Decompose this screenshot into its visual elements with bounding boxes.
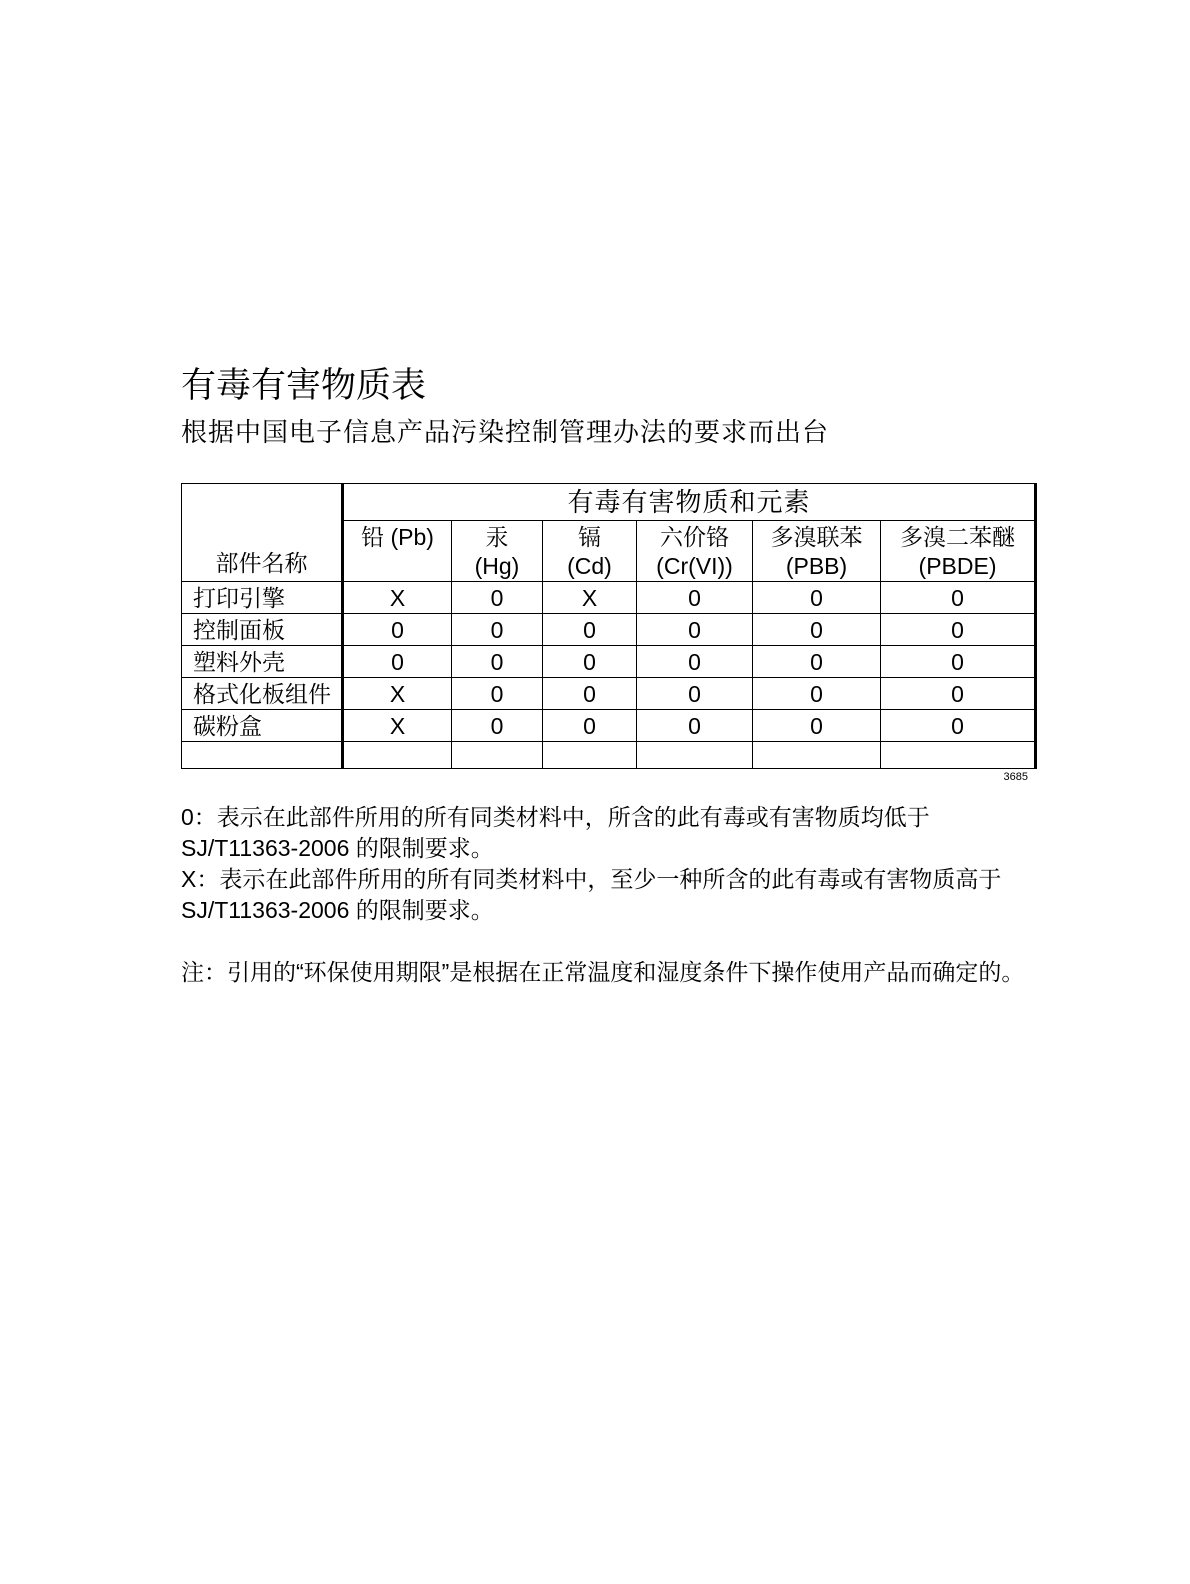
substance-value-cell: 0 [881, 710, 1036, 742]
table-row [182, 678, 1036, 710]
legend-x-line-1: X：表示在此部件所用的所有同类材料中，至少一种所含的此有毒或有害物质高于 [181, 866, 1002, 892]
substance-name: 多溴二苯醚 [900, 524, 1015, 550]
table-row [182, 614, 1036, 646]
substance-value-cell: 0 [452, 646, 543, 678]
table-row-empty [182, 742, 1036, 769]
substance-value-cell: 0 [881, 646, 1036, 678]
substance-symbol: (PBDE) [918, 553, 997, 579]
substance-value-cell: 0 [637, 614, 753, 646]
substance-name: 铅 (Pb) [361, 524, 434, 550]
substance-value-cell: 0 [543, 646, 637, 678]
substance-value-cell: 0 [452, 678, 543, 710]
substance-header-cr [637, 521, 753, 582]
part-name-cell: 控制面板 [182, 614, 343, 646]
substance-name: 多溴联苯 [770, 524, 863, 550]
part-name-cell: 塑料外壳 [182, 646, 343, 678]
empty-cell [452, 742, 543, 769]
substance-header-pbb [753, 521, 881, 582]
hazardous-substances-table [181, 483, 1037, 769]
part-name-cell: 打印引擎 [182, 582, 343, 614]
substance-value-cell: X [343, 678, 452, 710]
substance-name: 汞 [485, 524, 509, 550]
substance-header-pbde [881, 521, 1036, 582]
substance-value-cell: 0 [343, 614, 452, 646]
substance-value-cell: 0 [543, 614, 637, 646]
substance-header-cd [543, 521, 637, 582]
empty-cell [881, 742, 1036, 769]
substance-value-cell: 0 [753, 678, 881, 710]
substance-value-cell: 0 [452, 614, 543, 646]
part-name-header: 部件名称 [182, 484, 343, 582]
empty-cell [753, 742, 881, 769]
substance-header-pb [343, 521, 452, 582]
substance-header-hg [452, 521, 543, 582]
part-name-cell: 碳粉盒 [182, 710, 343, 742]
header-row-group [182, 484, 1036, 521]
legend-x-line-2: SJ/T11363-2006 的限制要求。 [181, 897, 494, 923]
page-title: 有毒有害物质表 [181, 366, 427, 405]
substance-value-cell: X [343, 582, 452, 614]
substance-symbol: (Cr(VI)) [656, 553, 733, 579]
substance-value-cell: 0 [543, 710, 637, 742]
footnote: 注：引用的“环保使用期限”是根据在正常温度和湿度条件下操作使用产品而确定的。 [181, 959, 1025, 985]
substance-value-cell: 0 [637, 646, 753, 678]
substance-value-cell: 0 [753, 614, 881, 646]
substance-symbol: (Cd) [567, 553, 612, 579]
substance-value-cell: 0 [637, 678, 753, 710]
substance-value-cell: 0 [881, 582, 1036, 614]
substance-value-cell: X [343, 710, 452, 742]
part-name-cell: 格式化板组件 [182, 678, 343, 710]
substance-value-cell: 0 [881, 678, 1036, 710]
empty-cell [637, 742, 753, 769]
substance-value-cell: 0 [543, 678, 637, 710]
table-row [182, 582, 1036, 614]
substance-value-cell: 0 [343, 646, 452, 678]
table-body [182, 582, 1036, 769]
substance-value-cell: 0 [452, 582, 543, 614]
legend-zero-line-1: 0：表示在此部件所用的所有同类材料中，所含的此有毒或有害物质均低于 [181, 804, 930, 830]
legend-zero-line-2: SJ/T11363-2006 的限制要求。 [181, 835, 494, 861]
substance-value-cell: 0 [753, 710, 881, 742]
figure-id: 3685 [1003, 771, 1028, 783]
empty-cell [343, 742, 452, 769]
substance-value-cell: 0 [753, 646, 881, 678]
substance-value-cell: 0 [452, 710, 543, 742]
substance-symbol: (PBB) [785, 553, 848, 579]
substance-value-cell: 0 [637, 710, 753, 742]
page-subtitle: 根据中国电子信息产品污染控制管理办法的要求而出台 [181, 417, 830, 447]
empty-cell [543, 742, 637, 769]
notes [181, 802, 1024, 988]
substance-value-cell: 0 [753, 582, 881, 614]
substance-value-cell: X [543, 582, 637, 614]
empty-cell [182, 742, 343, 769]
substance-group-header: 有毒有害物质和元素 [343, 484, 1036, 521]
substance-value-cell: 0 [637, 582, 753, 614]
substance-symbol: (Hg) [474, 553, 520, 579]
table-row [182, 646, 1036, 678]
substance-name: 六价铬 [660, 524, 729, 550]
table-row [182, 710, 1036, 742]
substance-name: 镉 [578, 524, 601, 550]
substance-value-cell: 0 [881, 614, 1036, 646]
